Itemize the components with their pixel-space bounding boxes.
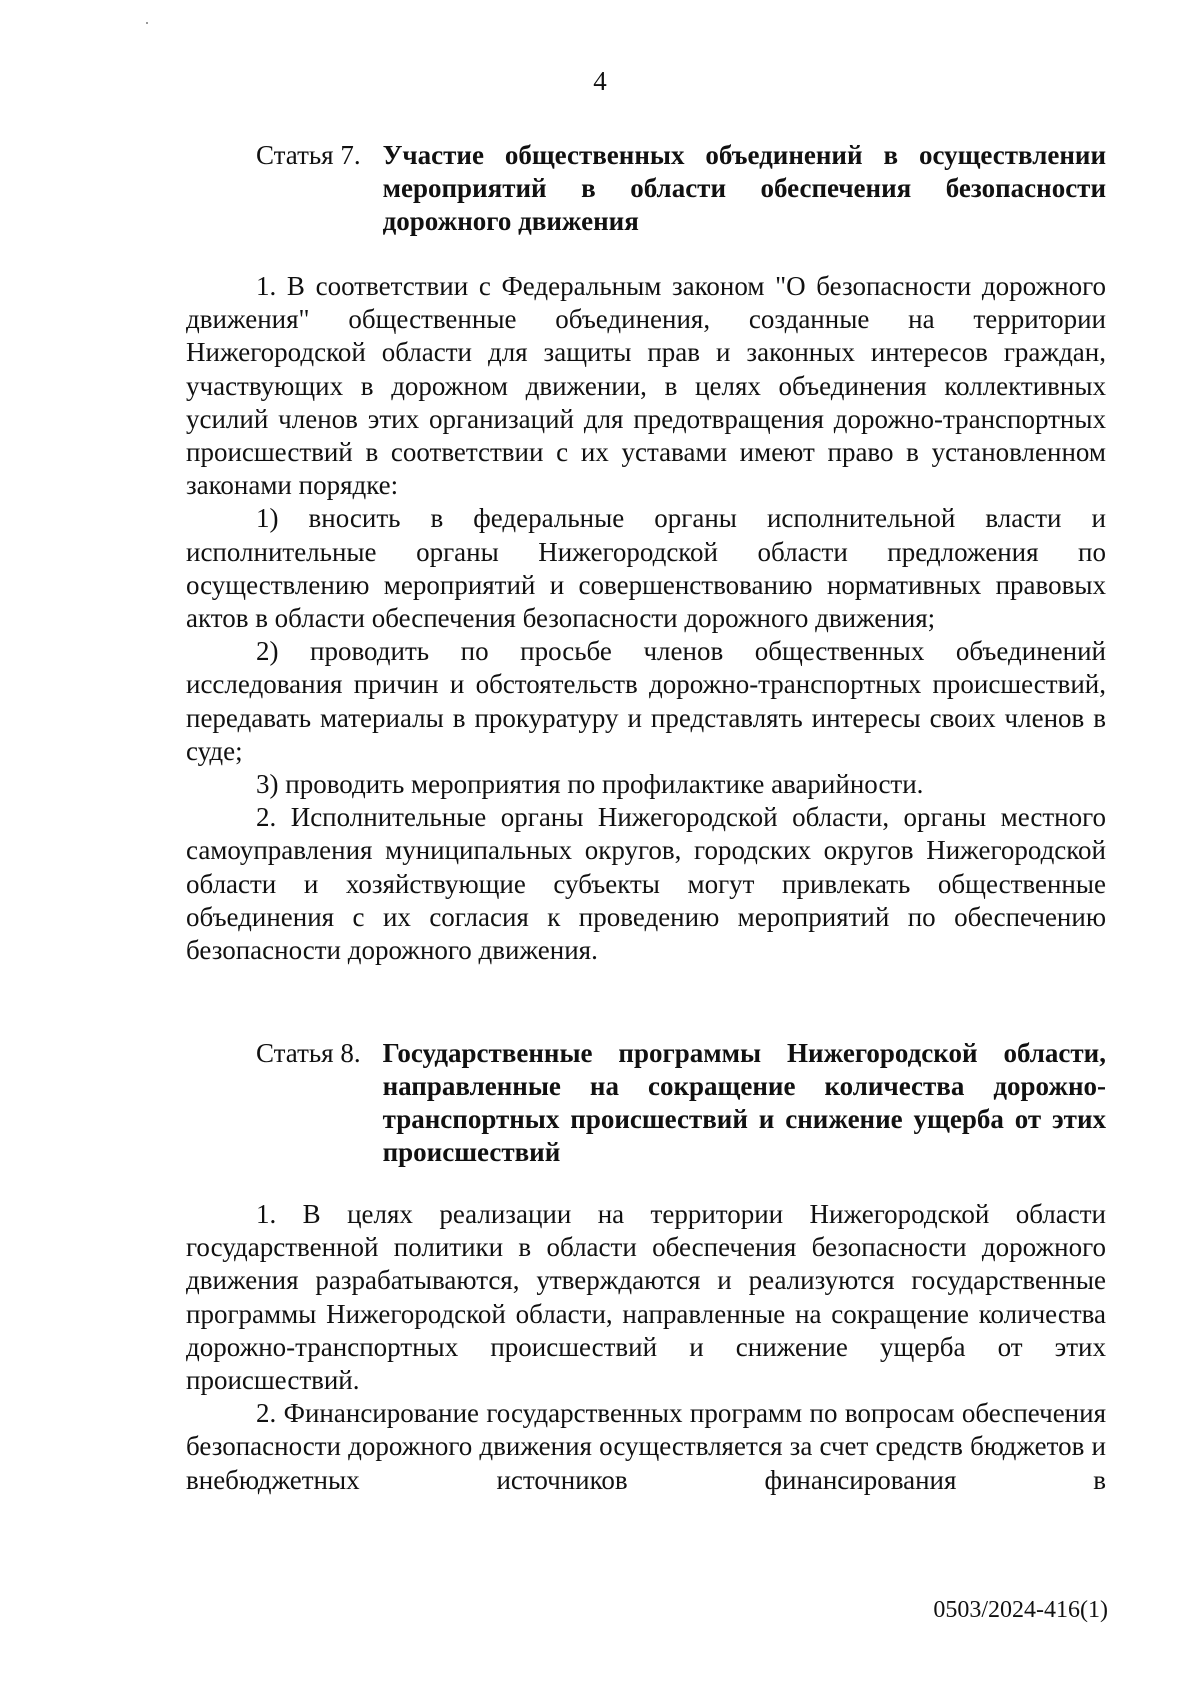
article-7-item-3: 3) проводить мероприятия по профилактике аварийности. — [256, 769, 924, 800]
article-8-label: Статья 8. — [256, 1038, 361, 1068]
article-7-label: Статья 7. — [256, 140, 361, 170]
article-7-title: Участие общественных объединений в осуществлении мероприятий в области обеспечения безопасности дорожного движения — [382, 140, 1106, 236]
article-8-heading — [256, 1037, 1106, 1169]
article-7-body — [186, 270, 1106, 967]
document-code: 0503/2024-416(1) — [933, 1597, 1108, 1623]
scan-speck — [146, 22, 148, 24]
article-8-paragraph-1: 1. В целях реализации на территории Нижегородской области государственной политики в области обеспечения безопасности дорожного движения разрабатываются, утверждаются и реализуются государственные программы Нижегородской области, направленные на сокращение количества дорожно-транспортных происшествий и снижение ущерба от этих происшествий. — [186, 1199, 1106, 1396]
article-7-heading — [256, 139, 1106, 238]
article-7-paragraph-1: 1. В соответствии с Федеральным законом "О безопасности дорожного движения" общественные объединения, созданные на территории Нижегородской области для защиты прав и законных интересов граждан, участвующих в дорожном движении, в целях объединения коллективных усилий членов этих организаций для предотвращения дорожно-транспортных происшествий в соответствии с их уставами имеют право в установленном законами порядке: — [186, 271, 1106, 501]
article-7-paragraph-2: 2. Исполнительные органы Нижегородской области, органы местного самоуправления муниципальных округов, городских округов Нижегородской области и хозяйствующие субъекты могут привлекать общественные объединения с их согласия к проведению мероприятий по обеспечению безопасности дорожного движения. — [186, 802, 1106, 966]
article-8-title: Государственные программы Нижегородской области, направленные на сокращение количества дорожно-транспортных происшествий и снижение ущерба от этих происшествий — [382, 1038, 1106, 1167]
article-7-item-1: 1) вносить в федеральные органы исполнительной власти и исполнительные органы Нижегородской области предложения по осуществлению мероприятий и совершенствованию нормативных правовых актов в области обеспечения безопасности дорожного движения; — [186, 503, 1106, 634]
page-number: 4 — [593, 66, 607, 96]
article-8-paragraph-2: 2. Финансирование государственных программ по вопросам обеспечения безопасности дорожного движения осуществляется за счет средств бюджетов и внебюджетных источников финансирования в — [186, 1398, 1106, 1495]
article-7-item-2: 2) проводить по просьбе членов общественных объединений исследования причин и обстоятельств дорожно-транспортных происшествий, передавать материалы в прокуратуру и представлять интересы своих членов в суде; — [186, 636, 1106, 766]
article-8-body — [186, 1198, 1106, 1497]
